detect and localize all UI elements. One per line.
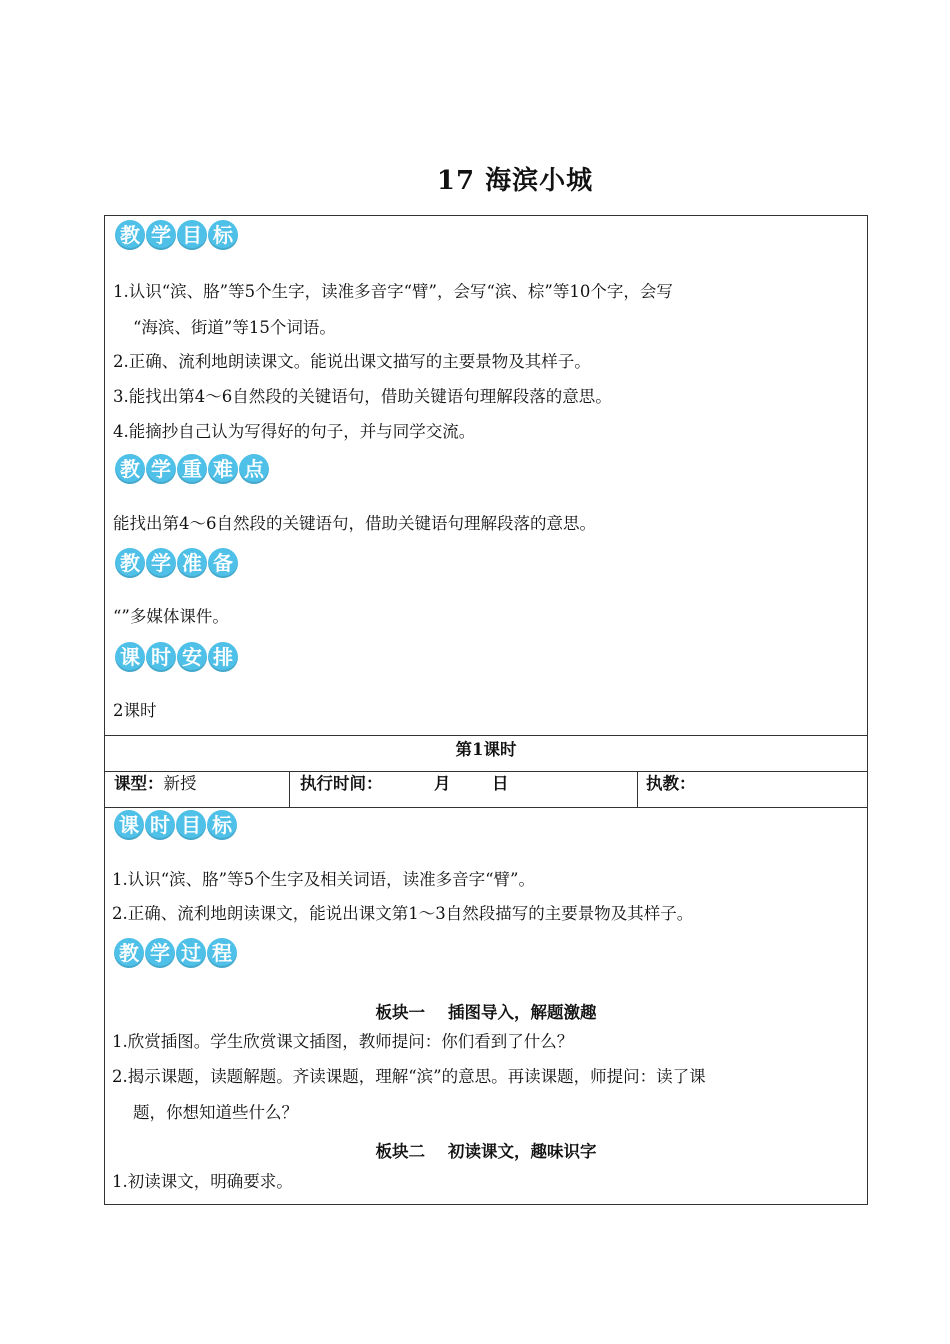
badge-char: 备	[208, 548, 238, 578]
badge-char: 难	[208, 454, 238, 484]
badge-char: 时	[146, 642, 176, 672]
badge-char: 准	[177, 548, 207, 578]
key-points-text: 能找出第4～6自然段的关键语句，借助关键语句理解段落的意思。	[113, 514, 596, 533]
badge-char: 目	[177, 220, 207, 250]
block2-title: 板块二 初读课文，趣味识字	[375, 1142, 597, 1161]
badge-key-points	[115, 454, 269, 484]
badge-char: 安	[177, 642, 207, 672]
badge-char: 教	[114, 938, 144, 968]
lesson-goal-2: 2.正确、流利地朗读课文，能说出课文第1～3自然段描写的主要景物及其样子。	[112, 904, 694, 923]
badge-lesson-goals	[114, 810, 237, 840]
badge-char: 点	[239, 454, 269, 484]
exec-time-cell	[300, 773, 383, 795]
badge-char: 学	[146, 454, 176, 484]
divider	[289, 771, 290, 807]
lesson-type-label: 课型：	[114, 774, 164, 793]
badge-char: 标	[208, 220, 238, 250]
divider	[105, 807, 867, 808]
block1-line-2-cont: 题，你想知道些什么？	[133, 1103, 298, 1122]
block2-line-1: 1.初读课文，明确要求。	[112, 1172, 293, 1191]
goal-line-1-cont: “海滨、街道”等15个词语。	[133, 318, 336, 337]
badge-char: 教	[115, 454, 145, 484]
lesson-type-cell	[114, 773, 197, 795]
goal-line-4: 4.能摘抄自己认为写得好的句子，并与同学交流。	[113, 422, 476, 441]
month-label	[434, 773, 451, 795]
block1-line-2: 2.揭示课题，读题解题。齐读课题，理解“滨”的意思。再读课题，师提问：读了课	[112, 1067, 706, 1086]
badge-char: 课	[114, 810, 144, 840]
schedule-text: 2课时	[113, 701, 157, 720]
badge-teaching-goals	[115, 220, 238, 250]
badge-char: 学	[146, 548, 176, 578]
badge-preparation	[115, 548, 238, 578]
badge-char: 课	[115, 642, 145, 672]
badge-char: 重	[177, 454, 207, 484]
badge-char: 时	[145, 810, 175, 840]
lesson-header: 第1课时	[455, 740, 517, 759]
badge-char: 教	[115, 220, 145, 250]
badge-schedule	[115, 642, 238, 672]
block1-line-1: 1.欣赏插图。学生欣赏课文插图，教师提问：你们看到了什么？	[112, 1032, 574, 1051]
badge-char: 标	[207, 810, 237, 840]
goal-line-2: 2.正确、流利地朗读课文。能说出课文描写的主要景物及其样子。	[113, 352, 591, 371]
month-text: 月	[434, 774, 451, 793]
lesson-plan-table	[104, 215, 868, 1205]
badge-char: 学	[145, 938, 175, 968]
block1-title: 板块一 插图导入，解题激趣	[375, 1003, 597, 1022]
teacher-cell	[646, 773, 696, 795]
page-title: 17 海滨小城	[436, 166, 594, 196]
badge-char: 学	[146, 220, 176, 250]
lesson-type-value: 新授	[163, 774, 197, 793]
divider	[105, 771, 867, 772]
badge-char: 教	[115, 548, 145, 578]
teacher-label: 执教：	[646, 774, 696, 793]
divider	[637, 771, 638, 807]
badge-char: 目	[176, 810, 206, 840]
goal-line-1: 1.认识“滨、胳”等5个生字，读准多音字“臂”，会写“滨、棕”等10个字，会写	[113, 282, 673, 301]
lesson-goal-1: 1.认识“滨、胳”等5个生字及相关词语，读准多音字“臂”。	[112, 870, 535, 889]
badge-char: 程	[207, 938, 237, 968]
exec-time-label: 执行时间：	[300, 774, 383, 793]
badge-teaching-process	[114, 938, 237, 968]
badge-char: 过	[176, 938, 206, 968]
day-label	[492, 773, 509, 795]
divider	[105, 735, 867, 736]
badge-char: 排	[208, 642, 238, 672]
day-text: 日	[492, 774, 509, 793]
goal-line-3: 3.能找出第4～6自然段的关键语句，借助关键语句理解段落的意思。	[113, 387, 612, 406]
preparation-text: “”多媒体课件。	[113, 607, 229, 626]
